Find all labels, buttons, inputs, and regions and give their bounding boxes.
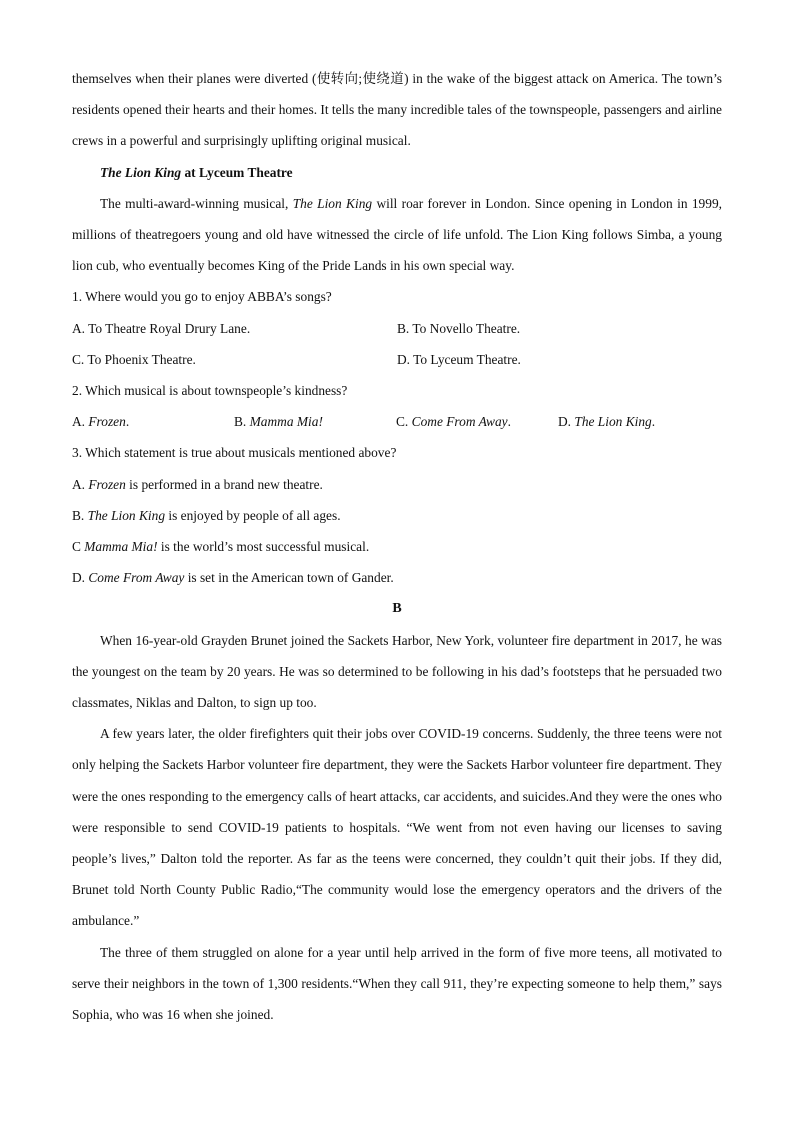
document-page (72, 63, 722, 1030)
question-3-option-d: D. Come From Away is set in the American town of Gander. (72, 570, 394, 586)
section-b-heading: B (392, 601, 402, 617)
question-1-stem: 1. Where would you go to enjoy ABBA’s songs? (72, 289, 332, 305)
lion-king-text-italic: The Lion King (292, 195, 373, 211)
lion-king-text-a: The multi-award-winning musical, (100, 195, 293, 211)
question-1-option-a: A. To Theatre Royal Drury Lane. (72, 320, 251, 336)
question-3-option-a: A. Frozen is performed in a brand new theatre. (72, 476, 323, 492)
passage-a-paragraph: themselves when their planes were diverted (使转向;使绕道) in the wake of the biggest attack on America. The town’s residents opened their hearts and their homes. It tells the many incredible tales of the townspeople, passengers and airline crews in a powerful and surprisingly uplifting original musical. (72, 71, 722, 149)
question-2-option-c: C. Come From Away. (396, 414, 511, 430)
lion-king-title-italic: The Lion King (100, 164, 182, 180)
passage-b-paragraph-3: The three of them struggled on alone for a year until help arrived in the form of five more teens, all motivated to serve their neighbors in the town of 1,300 residents.“When they call 911, they’re expecting someone to help them,” says Sophia, who was 16 when she joined. (72, 944, 722, 1023)
question-3-stem: 3. Which statement is true about musicals mentioned above? (72, 445, 397, 461)
question-1-options-row-2 (72, 344, 722, 375)
question-2-option-b: B. Mamma Mia! (234, 414, 323, 430)
question-3-option-b: B. The Lion King is enjoyed by people of all ages. (72, 507, 341, 523)
question-2-stem: 2. Which musical is about townspeople’s kindness? (72, 383, 348, 399)
question-3-option-c: C Mamma Mia! is the world’s most successful musical. (72, 539, 370, 555)
question-2-option-a: A. Frozen. (72, 414, 130, 430)
passage-b-paragraph-1: When 16-year-old Grayden Brunet joined the Sackets Harbor, New York, volunteer fire department in 2017, he was the youngest on the team by 20 years. He was so determined to be following in his dad’s footsteps that he persuaded two classmates, Niklas and Dalton, to sign up too. (72, 632, 722, 711)
question-1-option-d: D. To Lyceum Theatre. (397, 351, 521, 367)
question-2-options (72, 406, 722, 437)
question-1-options-row-1 (72, 313, 722, 344)
question-1-option-c: C. To Phoenix Theatre. (72, 351, 196, 367)
question-2-option-d: D. The Lion King. (558, 414, 656, 430)
lion-king-paragraph (72, 188, 722, 282)
question-1-option-b: B. To Novello Theatre. (397, 320, 521, 336)
passage-b-paragraph-2: A few years later, the older firefighters quit their jobs over COVID-19 concerns. Suddenly, the three teens were not only helping the Sackets Harbor volunteer fire department, they were the Sackets Harbor volunteer fire department. They were the ones responding to the emergency calls of heart attacks, car accidents, and suicides.And they were the ones who were responsible to send COVID-19 patients to hospitals. “We went from not even having our licenses to saving people’s lives,” Dalton told the reporter. As far as the teens were concerned, they couldn’t quit their jobs. If they did, Brunet told North County Public Radio,“The community would lose the emergency operators and the drivers of the ambulance.” (72, 726, 722, 929)
lion-king-title-rest: at Lyceum Theatre (181, 164, 293, 180)
lion-king-text-b: will roar forever in London. Since opening in London in 1999, millions of theatregoers young and old have witnessed the circle of life unfold. The Lion King follows Simba, a young lion cub, who eventually becomes King of the Pride Lands in his own special way. (72, 195, 722, 274)
lion-king-title (72, 157, 722, 188)
